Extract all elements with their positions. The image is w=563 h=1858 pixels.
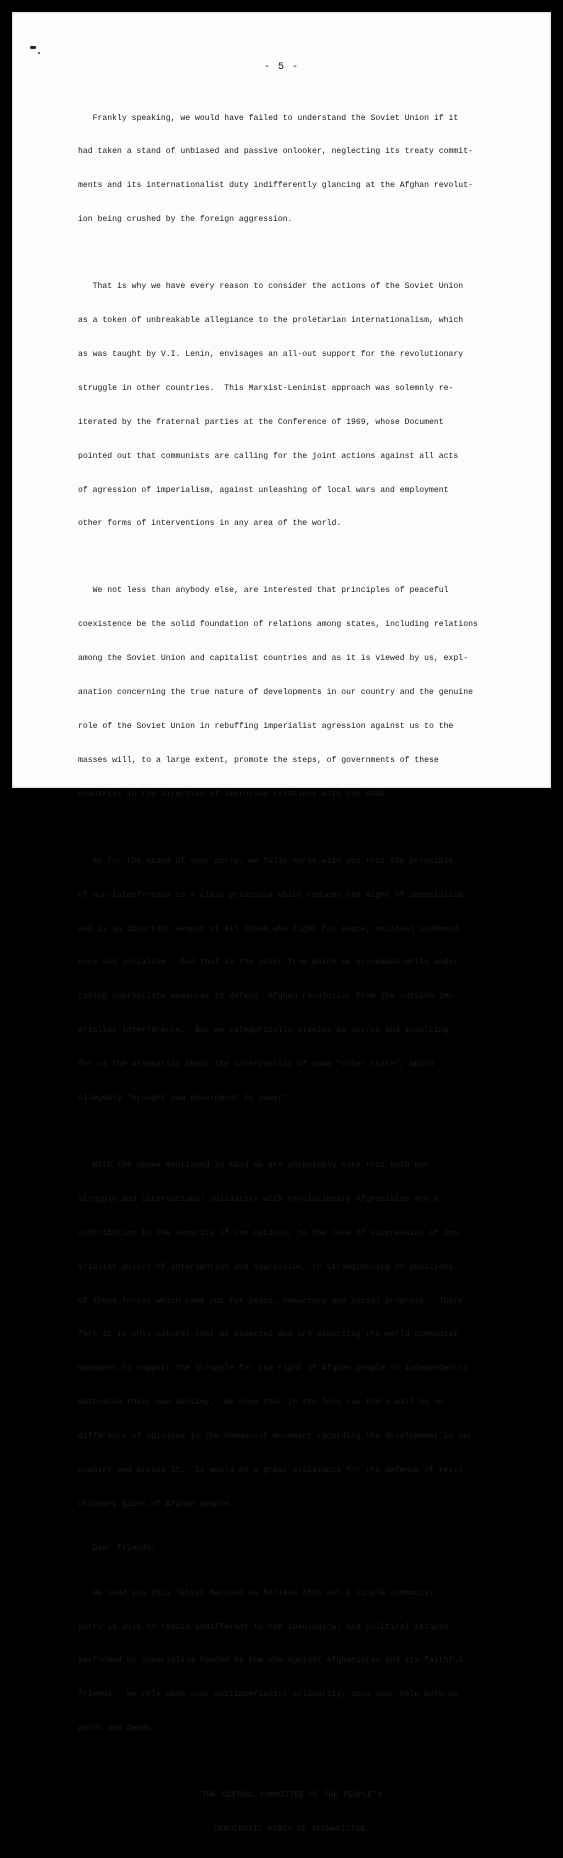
text-line: as a token of unbreakable allegiance to the proletarian internationalism, which [78, 316, 464, 326]
text-line: We send you this letter because we believe that not a single communist [78, 1588, 434, 1598]
signature-line: THE CENTRAL COMMITTEE OF THE PEOPLE'S [201, 1791, 383, 1801]
text-line: contribution to the security of the nations, to the case of suppression of imp- [78, 1228, 464, 1238]
text-line: for us the allegation about the intervention of some "other state", which [78, 1060, 434, 1070]
text-line: of those forces which come out for peace, democracy and social progress. There- [78, 1296, 469, 1306]
text-line: party is able to remain indifferent to the ideological and political attacks [78, 1622, 449, 1632]
paragraph-5 [78, 1137, 506, 1532]
text-line: other forms of interventions in any area of the world. [78, 519, 342, 529]
text-line: With the above mentioned in mind we are unshakably sure that both our [78, 1161, 430, 1171]
text-line: words and deeds. [78, 1724, 157, 1734]
document-page [12, 12, 551, 1835]
text-line: As for the stand of your party, we fully agree with you that the principle [78, 856, 454, 866]
text-line: and is an important weapon of all those who fight for peace, national independ- [78, 924, 464, 934]
text-line: country and around it. It would be a great assistance for the defence of revol- [78, 1466, 469, 1476]
page-number: - 5 - [263, 62, 299, 73]
text-line: Frankly speaking, we would have failed to understand the Soviet Union if it [78, 113, 459, 123]
scan-speck [38, 52, 40, 54]
paragraph-1 [78, 90, 506, 248]
signature-line: DEMOCRATIC PARTY OF AFGHANISTAN. [213, 1825, 371, 1835]
text-line: among the Soviet Union and capitalist countries and as it is viewed by us, expl- [78, 654, 469, 664]
text-line: allegedly "brought new government to power". [78, 1094, 293, 1104]
text-line: fore it is only natural that we expected and are expecting the world communist [78, 1330, 459, 1340]
greeting: Dear friends! [78, 1544, 157, 1554]
paragraph-3 [78, 563, 506, 823]
paragraph-2 [78, 259, 506, 553]
text-line: coexistence be the solid foundation of relations among states, including relations [78, 620, 478, 630]
text-line: determine their own destiny. We hope that in the long run there will be no [78, 1398, 444, 1408]
closing-paragraph [78, 1565, 506, 1757]
text-line: had taken a stand of unbiased and passive onlooker, neglecting its treaty commit- [78, 147, 473, 157]
text-line: We not less than anybody else, are interested that principles of peaceful [78, 586, 449, 596]
letter-body [78, 90, 506, 1858]
text-line: utionary gains of Afghan people. [78, 1499, 235, 1509]
text-line: as was taught by V.I. Lenin, envisages an all-out support for the revolutionary [78, 350, 464, 360]
text-line: anation concerning the true nature of developments in our country and the genuine [78, 688, 473, 698]
text-line: ence and socialism. And that is the point from which we proceeded while under- [78, 958, 464, 968]
text-line: struggle and international solidarity with revolutionary Afghanistan are a [78, 1194, 439, 1204]
text-line: movement to support the struggle for the right of Afghan people to independently [78, 1364, 469, 1374]
text-line: erialist policy of intervention and aggression, to strengthening of positions [78, 1262, 454, 1272]
text-line: That is why we have every reason to consider the actions of the Soviet Union [78, 282, 464, 292]
text-line: struggle in other countries. This Marxist-Leninist approach was solemnly re- [78, 383, 454, 393]
text-line: ments and its internationalist duty indifferently glancing at the Afghan revolut- [78, 181, 473, 191]
text-line: role of the Soviet Union in rebuffing imperialist agression against us to the [78, 722, 454, 732]
text-line: pointed out that communists are calling for the joint actions against all acts [78, 451, 459, 461]
text-line: taking appropriate measures to defend Afghan revolution from the outside imp- [78, 992, 459, 1002]
text-line: erialist interference. But we categorically dismiss as untrue and insulting [78, 1026, 449, 1036]
text-line: difference of opinions in the Communist movement regarding the development in our [78, 1432, 473, 1442]
text-line: performed by imperialism headed by the USA against Afghanistan and its faithful [78, 1656, 464, 1666]
text-line: of agression of imperialism, against unleashing of local wars and employment [78, 485, 449, 495]
text-line: iterated by the fraternal parties at the Conference of 1969, whose Document [78, 417, 444, 427]
paragraph-4 [78, 833, 506, 1127]
text-line: countries in the direction of improving relations with the USSR. [78, 789, 391, 799]
text-line: ion being crushed by the foreign aggression. [78, 215, 293, 225]
text-line: masses will, to a large extent, promote the steps, of governments of these [78, 755, 439, 765]
text-line: friends. We rely opon your antiimperialist solidarity, upon your help both by [78, 1690, 459, 1700]
text-line: of non-interference is a class principle which reduces the might of imperialism [78, 890, 464, 900]
signature-block [78, 1768, 506, 1858]
scan-speck [30, 46, 36, 49]
